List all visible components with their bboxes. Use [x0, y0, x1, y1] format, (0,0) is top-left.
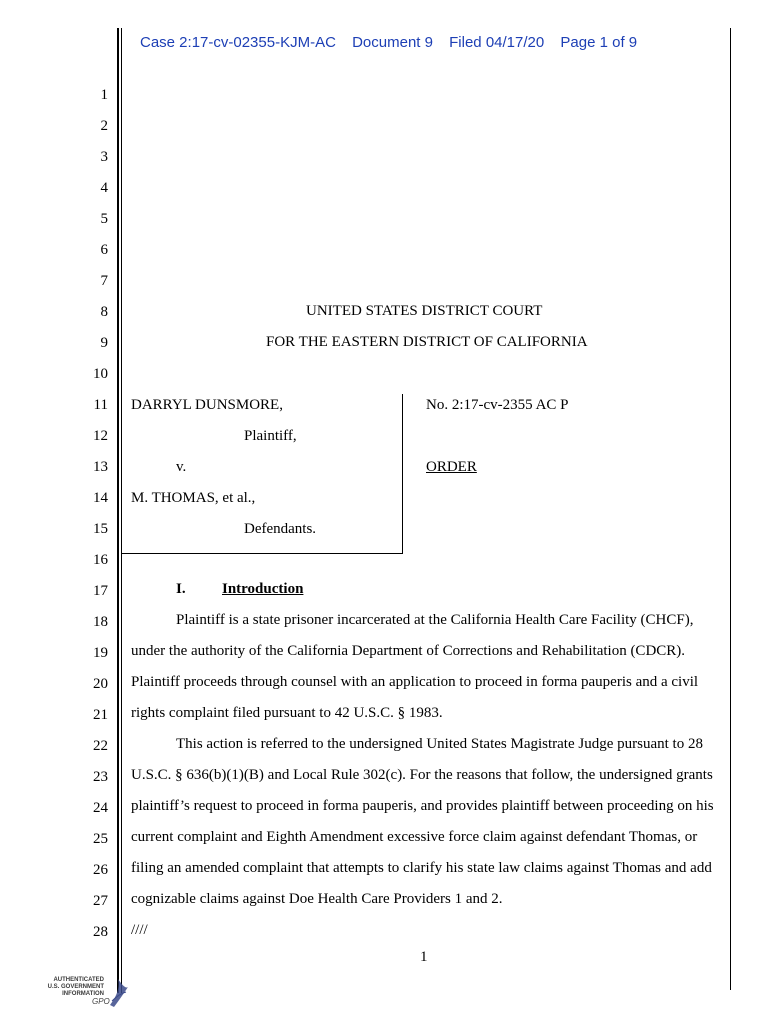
line-number: 24 — [93, 800, 108, 816]
defendant-role: Defendants. — [244, 521, 317, 537]
plaintiff-name: DARRYL DUNSMORE, — [131, 397, 283, 413]
line-number: 11 — [93, 397, 108, 413]
line-number: 20 — [93, 676, 108, 692]
line-number: 10 — [93, 366, 108, 382]
line-number: 9 — [100, 335, 108, 351]
body-line: cognizable claims against Doe Health Care Providers 1 and 2. — [131, 891, 503, 907]
header-page-count: Page 1 of 9 — [560, 34, 638, 51]
court-district: FOR THE EASTERN DISTRICT OF CALIFORNIA — [266, 334, 588, 350]
line-number: 16 — [93, 552, 108, 568]
left-margin-rule-inner — [121, 28, 122, 993]
body-line: This action is referred to the undersigned United States Magistrate Judge pursuant to 28 — [176, 736, 703, 752]
case-number: No. 2:17-cv-2355 AC P — [426, 397, 569, 413]
seal-text: AUTHENTICATED — [53, 977, 104, 983]
header-filed-date: Filed 04/17/20 — [449, 34, 545, 51]
left-margin-rule-outer — [117, 28, 119, 993]
line-number: 5 — [100, 211, 108, 227]
line-number: 25 — [93, 831, 108, 847]
page-number: 1 — [420, 949, 428, 965]
line-number: 4 — [100, 180, 108, 196]
body-line: filing an amended complaint that attempts to clarify his state law claims against Thomas and add — [131, 860, 712, 876]
line-number: 7 — [100, 273, 108, 289]
body-line: U.S.C. § 636(b)(1)(B) and Local Rule 302(c). For the reasons that follow, the undersigned grants — [131, 767, 713, 783]
caption-divider-horizontal — [122, 553, 403, 554]
body-line: Plaintiff proceeds through counsel with an application to proceed in forma pauperis and a civil — [131, 674, 699, 690]
body-line: Plaintiff is a state prisoner incarcerated at the California Health Care Facility (CHCF), — [176, 612, 694, 628]
line-number: 14 — [93, 490, 108, 506]
line-number: 8 — [100, 304, 108, 320]
line-number: 21 — [93, 707, 108, 723]
line-number: 22 — [93, 738, 108, 754]
document-title: ORDER — [426, 459, 477, 475]
line-number: 23 — [93, 769, 108, 785]
body-line: plaintiff’s request to proceed in forma pauperis, and provides plaintiff between proceeding on his — [131, 798, 714, 814]
body-line: current complaint and Eighth Amendment excessive force claim against defendant Thomas, or — [131, 829, 698, 845]
seal-text: INFORMATION — [62, 991, 104, 997]
right-margin-rule — [730, 28, 731, 990]
gpo-logo-text: GPO — [92, 997, 110, 1006]
section-title: Introduction — [222, 581, 304, 597]
line-number: 12 — [93, 428, 108, 444]
body-line: under the authority of the California Department of Corrections and Rehabilitation (CDCR). — [131, 643, 686, 659]
line-number: 28 — [93, 924, 108, 940]
line-number: 2 — [100, 118, 108, 134]
header-case-number: Case 2:17-cv-02355-KJM-AC — [140, 34, 336, 51]
caption-divider-vertical — [402, 394, 403, 554]
court-name: UNITED STATES DISTRICT COURT — [306, 303, 543, 319]
line-number: 3 — [100, 149, 108, 165]
line-number: 1 — [100, 87, 108, 103]
line-number: 15 — [93, 521, 108, 537]
header-document-number: Document 9 — [352, 34, 433, 51]
plaintiff-role: Plaintiff, — [244, 428, 297, 444]
section-number: I. — [176, 581, 186, 597]
line-number: 13 — [93, 459, 108, 475]
body-line: //// — [131, 922, 148, 938]
eagle-icon — [106, 975, 130, 1009]
line-number: 6 — [100, 242, 108, 258]
line-number: 19 — [93, 645, 108, 661]
seal-text: U.S. GOVERNMENT — [47, 984, 104, 990]
line-number: 17 — [93, 583, 108, 599]
line-number: 27 — [93, 893, 108, 909]
gpo-authentication-seal — [40, 975, 130, 1015]
defendant-name: M. THOMAS, et al., — [131, 490, 256, 506]
line-number: 26 — [93, 862, 108, 878]
versus: v. — [176, 459, 187, 475]
ecf-header — [140, 34, 649, 51]
body-line: rights complaint filed pursuant to 42 U.S.C. § 1983. — [131, 705, 443, 721]
line-number: 18 — [93, 614, 108, 630]
